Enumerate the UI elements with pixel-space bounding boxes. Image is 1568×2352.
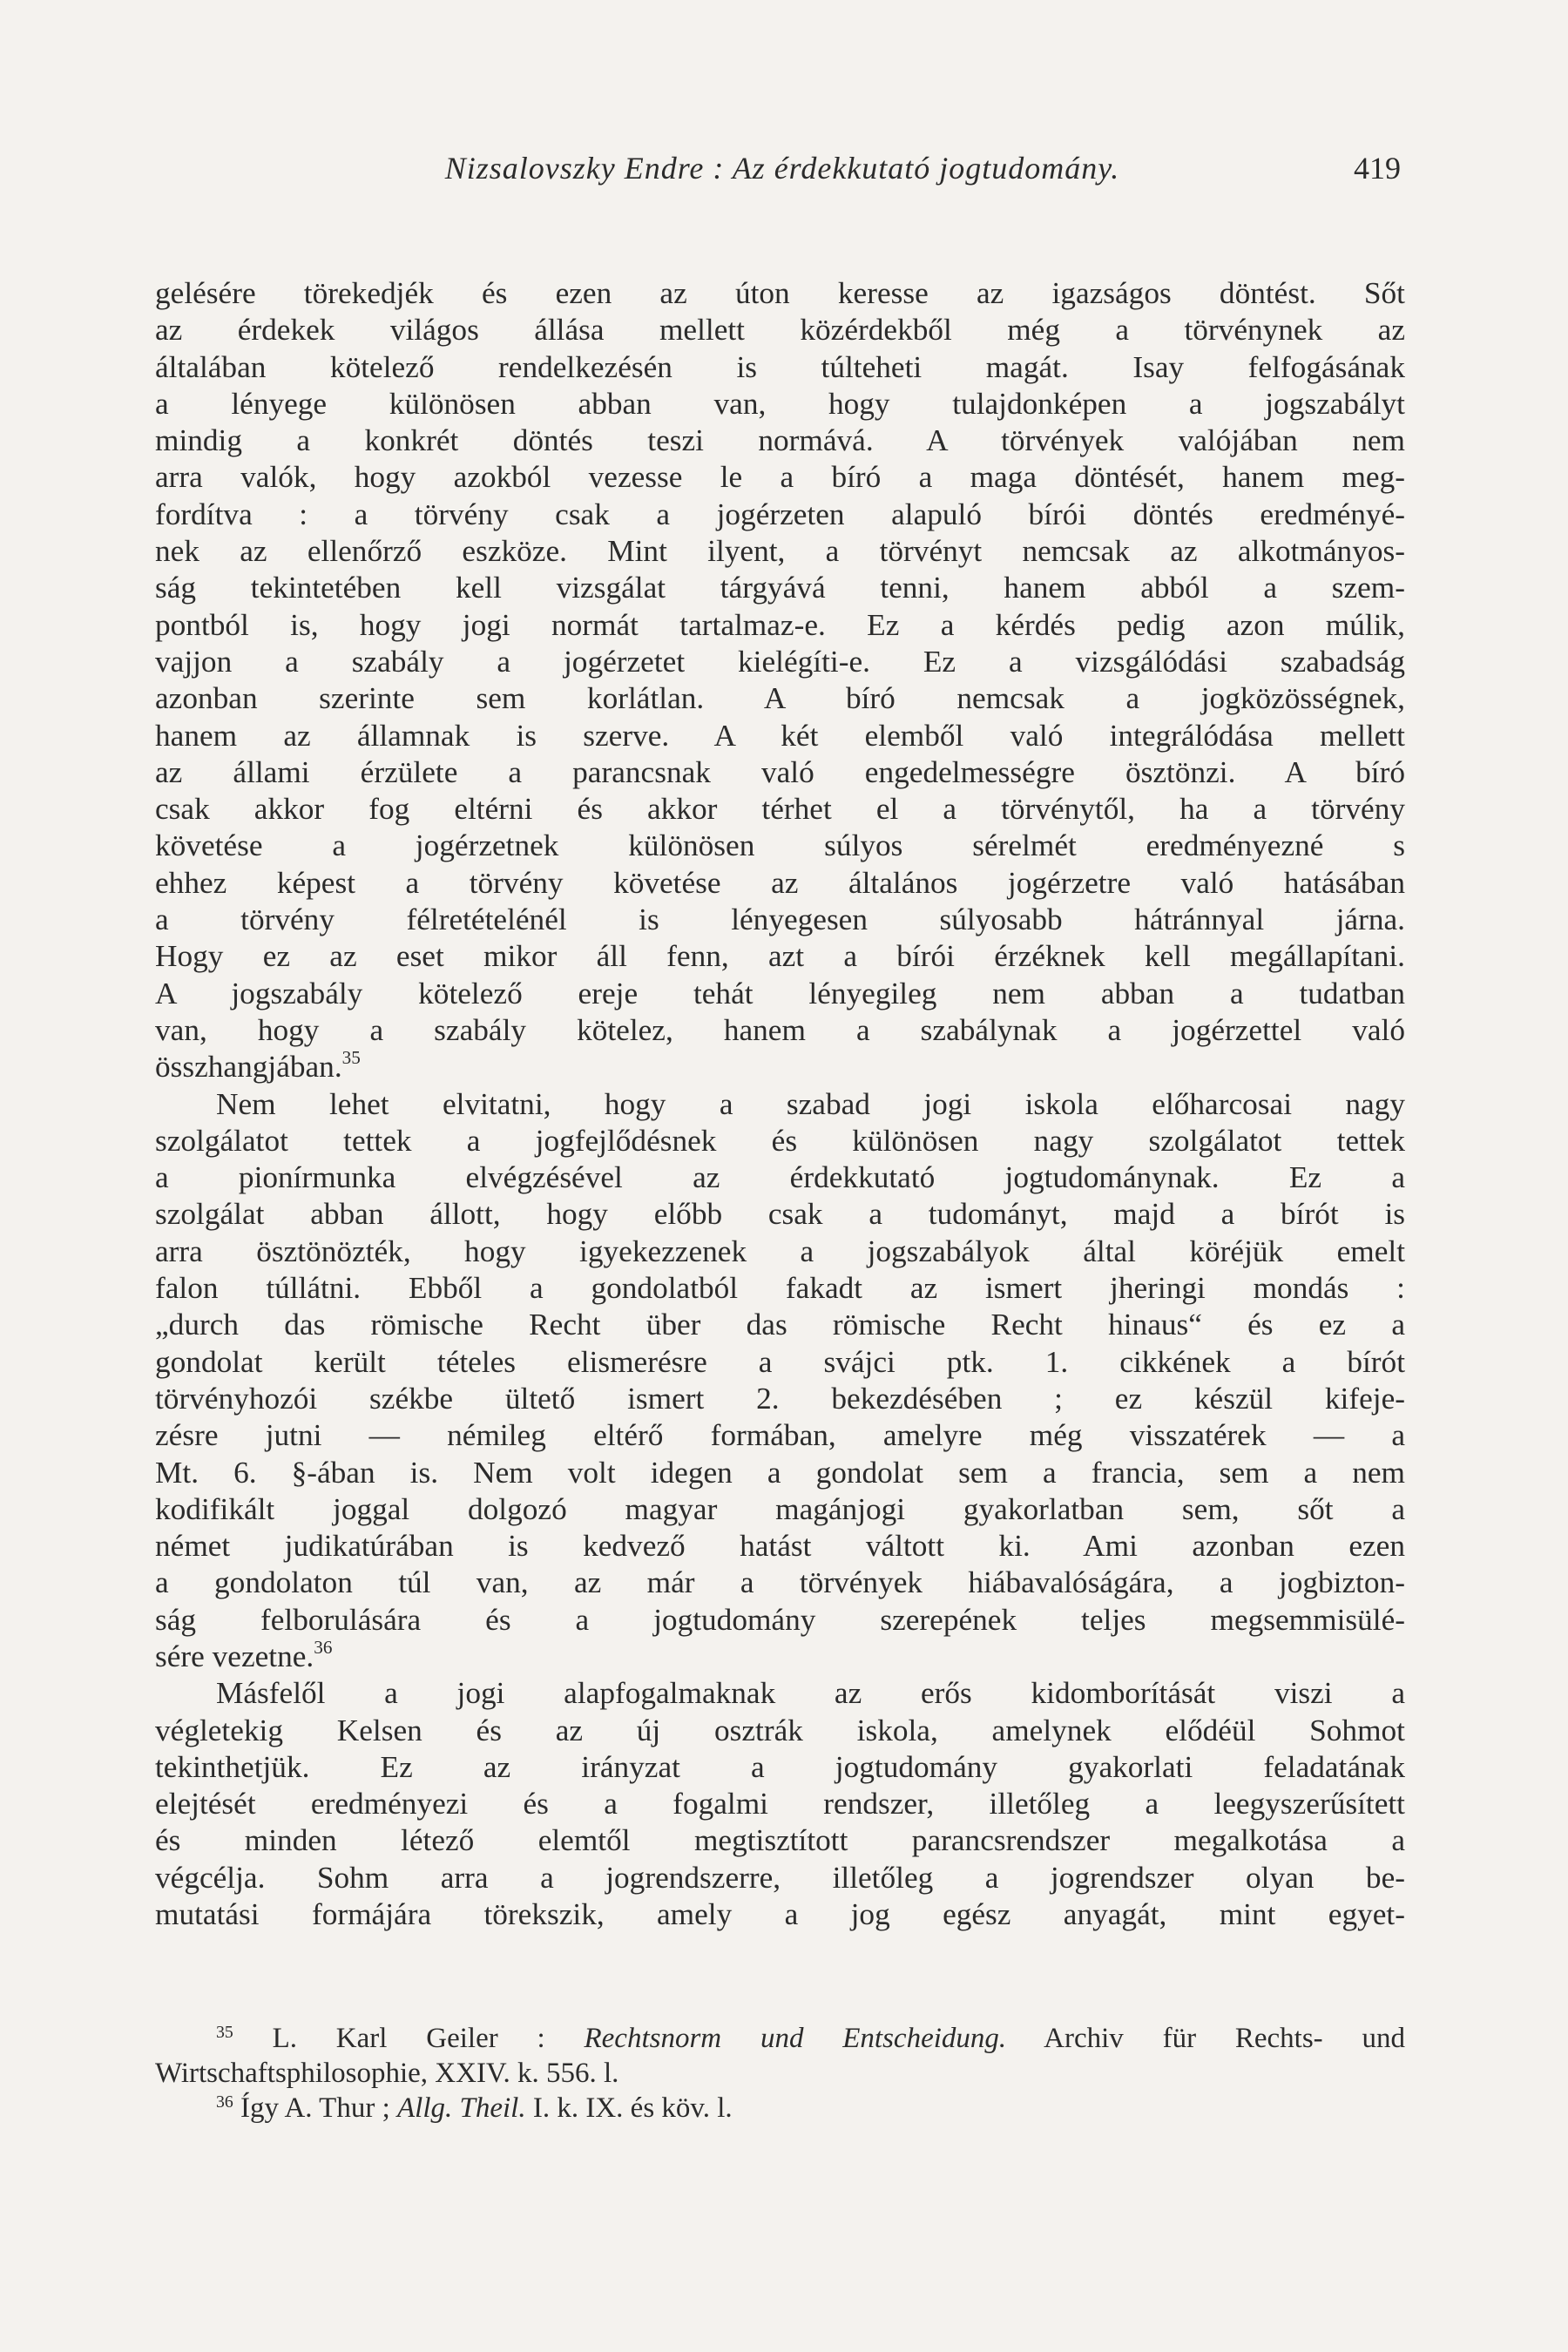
footnote-text: Archiv für Rechts- und bbox=[1006, 2023, 1405, 2054]
footnote-text: Így A. Thur ; bbox=[240, 2092, 398, 2124]
text-line: az érdekek világos állása mellett közérdekből még a törvénynek az bbox=[155, 313, 1405, 348]
text-line: ehhez képest a törvény követése az általános jogérzetre való hatásában bbox=[155, 865, 1405, 900]
footnote-35-continued: Wirtschaftsphilosophie, XXIV. k. 556. l. bbox=[155, 2058, 619, 2089]
text-line: végcélja. Sohm arra a jogrendszerre, illetőleg a jogrendszer olyan be- bbox=[155, 1860, 1405, 1895]
text-line: a pionírmunka elvégzésével az érdekkutató jogtudománynak. Ez a bbox=[155, 1160, 1405, 1195]
text-line: A jogszabály kötelező ereje tehát lényegileg nem abban a tudatban bbox=[155, 976, 1405, 1010]
text-line: általában kötelező rendelkezésén is túlteheti magát. Isay felfogásának bbox=[155, 349, 1405, 384]
text-line: német judikatúrában is kedvező hatást váltott ki. Ami azonban ezen bbox=[155, 1529, 1405, 1564]
text-line: „durch das römische Recht über das römische Recht hinaus“ és ez a bbox=[155, 1308, 1405, 1342]
text-line: vajjon a szabály a jogérzetet kielégíti-e. Ez a vizsgálódási szabadság bbox=[155, 644, 1405, 679]
text-line: Mt. 6. §-ában is. Nem volt idegen a gondolat sem a francia, sem a nem bbox=[155, 1455, 1405, 1490]
text-line: azonban szerinte sem korlátlan. A bíró nemcsak a jogközösségnek, bbox=[155, 681, 1405, 716]
footnote-number: 35 bbox=[216, 2023, 233, 2043]
text-line: kodifikált joggal dolgozó magyar magánjogi gyakorlatban sem, sőt a bbox=[155, 1491, 1405, 1526]
footnote-35 bbox=[155, 2021, 1405, 2056]
page-number: 419 bbox=[1354, 151, 1401, 186]
text-line: törvényhozói székbe ültető ismert 2. bekezdésében ; ez készül kifeje- bbox=[155, 1381, 1405, 1416]
text-line: van, hogy a szabály kötelez, hanem a szabálynak a jogérzettel való bbox=[155, 1012, 1405, 1047]
text-line: a törvény félretételénél is lényegesen súlyosabb hátránnyal járna. bbox=[155, 902, 1405, 937]
text-line: falon túllátni. Ebből a gondolatból fakadt az ismert jheringi mondás : bbox=[155, 1271, 1405, 1306]
text-line: szolgálatot tettek a jogfejlődésnek és különösen nagy szolgálatot tettek bbox=[155, 1123, 1405, 1158]
text-line: csak akkor fog eltérni és akkor térhet el a törvénytől, ha a törvény bbox=[155, 792, 1405, 827]
text-line: elejtését eredményezi és a fogalmi rendszer, illetőleg a leegyszerűsített bbox=[155, 1787, 1405, 1821]
footnote-title: Allg. Theil. bbox=[397, 2092, 526, 2124]
running-head-title: Nizsalovszky Endre : Az érdekkutató jogtudomány. bbox=[444, 151, 1120, 186]
text-line: összhangjában. bbox=[155, 1050, 342, 1085]
footnote-text: L. Karl Geiler : bbox=[272, 2023, 585, 2054]
text-line: gelésére törekedjék és ezen az úton keresse az igazságos döntést. Sőt bbox=[155, 276, 1405, 310]
footnote-title: Rechtsnorm und Entscheidung. bbox=[584, 2023, 1007, 2054]
text-line: ság tekintetében kell vizsgálat tárgyává tenni, hanem abból a szem- bbox=[155, 571, 1405, 605]
footnote-text: I. k. IX. és köv. l. bbox=[525, 2092, 733, 2124]
text-line: a lényege különösen abban van, hogy tulajdonképen a jogszabályt bbox=[155, 386, 1405, 421]
text-line-with-footnote-ref bbox=[155, 1049, 1405, 1085]
text-line: a gondolaton túl van, az már a törvények hiábavalóságára, a jogbizton- bbox=[155, 1565, 1405, 1600]
text-line: sére vezetne. bbox=[155, 1639, 314, 1673]
footnotes bbox=[155, 2021, 1405, 2126]
text-line: hanem az államnak is szerve. A két elemből való integrálódása mellett bbox=[155, 718, 1405, 753]
footnote-ref-35: 35 bbox=[341, 1047, 361, 1069]
footnote-number: 36 bbox=[216, 2092, 233, 2112]
text-line: mindig a konkrét döntés teszi normává. A törvények valójában nem bbox=[155, 423, 1405, 458]
text-line: arra valók, hogy azokból vezesse le a bíró a maga döntését, hanem meg- bbox=[155, 460, 1405, 495]
text-line: nek az ellenőrző eszköze. Mint ilyent, a törvényt nemcsak az alkotmányos- bbox=[155, 534, 1405, 569]
text-line: Hogy ez az eset mikor áll fenn, azt a bírói érzéknek kell megállapítani. bbox=[155, 939, 1405, 974]
text-line: fordítva : a törvény csak a jogérzeten alapuló bírói döntés eredményé- bbox=[155, 497, 1405, 531]
running-head bbox=[155, 146, 1409, 190]
text-line: követése a jogérzetnek különösen súlyos sérelmét eredményezné s bbox=[155, 828, 1405, 863]
text-line-with-footnote-ref bbox=[155, 1639, 1405, 1675]
text-line: végletekig Kelsen és az új osztrák iskola, amelynek elődéül Sohmot bbox=[155, 1713, 1405, 1747]
text-line: az állami érzülete a parancsnak való engedelmességre ösztönzi. A bíró bbox=[155, 754, 1405, 789]
text-line: arra ösztönözték, hogy igyekezzenek a jogszabályok által köréjük emelt bbox=[155, 1233, 1405, 1268]
footnote-36 bbox=[155, 2091, 1405, 2126]
body-text bbox=[155, 275, 1405, 1933]
paragraph-start: Másfelől a jogi alapfogalmaknak az erős kidomborítását viszi a bbox=[216, 1676, 1405, 1711]
text-line: és minden létező elemtől megtisztított parancsrendszer megalkotása a bbox=[155, 1823, 1405, 1858]
text-line: szolgálat abban állott, hogy előbb csak a tudományt, majd a bírót is bbox=[155, 1197, 1405, 1232]
text-line: zésre jutni — némileg eltérő formában, amelyre még visszatérek — a bbox=[155, 1418, 1405, 1453]
text-line: pontból is, hogy jogi normát tartalmaz-e. Ez a kérdés pedig azon múlik, bbox=[155, 607, 1405, 642]
footnote-ref-36: 36 bbox=[314, 1637, 333, 1659]
text-line: ság felborulására és a jogtudomány szerepének teljes megsemmisülé- bbox=[155, 1602, 1405, 1637]
text-line: gondolat került tételes elismerésre a svájci ptk. 1. cikkének a bírót bbox=[155, 1344, 1405, 1379]
paragraph-start: Nem lehet elvitatni, hogy a szabad jogi iskola előharcosai nagy bbox=[216, 1086, 1405, 1121]
text-line: tekinthetjük. Ez az irányzat a jogtudomány gyakorlati feladatának bbox=[155, 1749, 1405, 1784]
text-line: mutatási formájára törekszik, amely a jog egész anyagát, mint egyet- bbox=[155, 1897, 1405, 1932]
